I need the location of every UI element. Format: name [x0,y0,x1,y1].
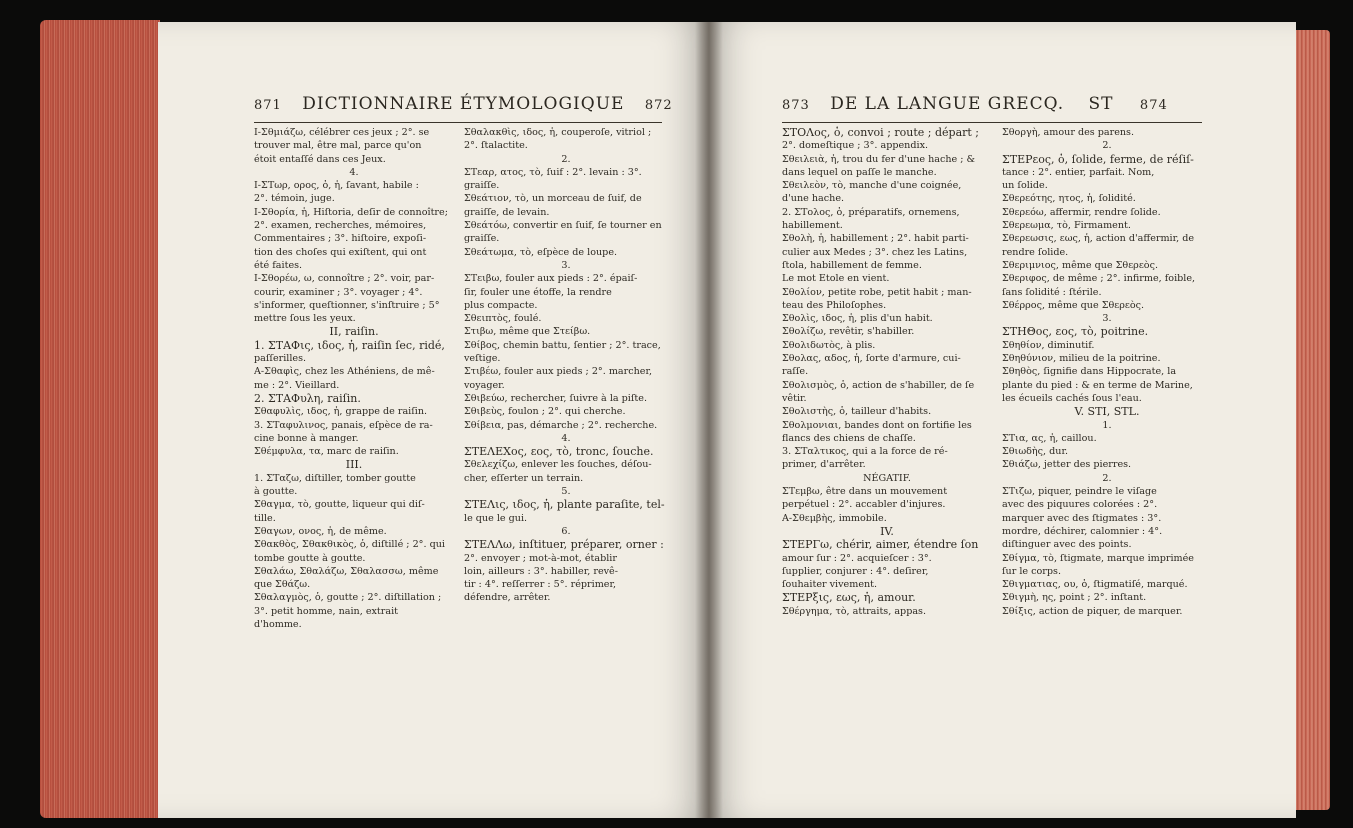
dictionary-line: trouver mal, être mal, parce qu'on [254,140,422,152]
dictionary-line: Σθίβεια, pas, démarche ; 2°. recherche. [464,419,658,431]
dictionary-line: Σθολισμὸς, ὁ, action de s'habiller, de ſe [782,379,975,391]
right-page-number-873: 873 [782,98,810,113]
dictionary-line: Σθειπτὸς, foulé. [464,313,542,325]
dictionary-line: Σθειλεὸν, τὸ, manche d'une coignée, [782,180,962,192]
dictionary-line: mettre ſous les yeux. [254,313,356,325]
dictionary-line: 1. ΣΤαζω, diſtiller, tomber goutte [254,472,416,484]
dictionary-line: perpétuel : 2°. accabler d'injures. [782,499,946,511]
dictionary-line: Σθολὴ, ἡ, habillement ; 2°. habit parti- [782,233,969,245]
dictionary-line: 2°. domeſtique ; 3°. appendix. [782,140,929,152]
dictionary-line: paſſerilles. [254,353,307,365]
dictionary-line: ΣΤεαρ, ατος, τὸ, ſuif : 2°. levain : 3°. [464,166,642,178]
left-page [158,22,708,818]
dictionary-line: cher, eſſerter un terrain. [464,472,584,484]
dictionary-line: Ι-Σθορέω, ω, connoître ; 2°. voir, par- [254,273,435,285]
left-page-number-871: 871 [254,98,282,113]
dictionary-line: amour ſur : 2°. acquieſcer : 3°. [782,552,932,564]
dictionary-line: me : 2°. Vieillard. [254,379,340,391]
right-head-rule [782,122,1202,123]
dictionary-line: Σθηθύνιον, milieu de la poitrine. [1002,353,1161,365]
dictionary-line: Le mot Etole en vient. [782,273,890,285]
dictionary-line: Σθακθὸς, Σθακθικὸς, ὁ, diſtillé ; 2°. qui [254,539,445,551]
dictionary-line: graiſſe. [464,233,500,245]
dictionary-line: 3. [561,259,571,271]
dictionary-line: 2. [561,153,571,165]
dictionary-line: ΣΤια, ας, ἡ, caillou. [1002,432,1097,444]
dictionary-line: les écueils cachés ſous l'eau. [1002,392,1142,404]
left-head-rule [254,122,662,123]
dictionary-line: Σθολμονιαι, bandes dont on fortifie les [782,419,972,431]
dictionary-line: loin, ailleurs : 3°. habiller, revê- [464,565,618,577]
dictionary-line: 2°. ſtalactite. [464,140,528,152]
left-page-number-872: 872 [644,98,673,113]
dictionary-line: ſouhaiter vivement. [782,579,878,591]
dictionary-line: Α-Σθαφὶς, chez les Athéniens, de mê- [254,366,435,378]
dictionary-line: voyager. [464,379,505,391]
dictionary-line: Σθερεόω, affermir, rendre ſolide. [1002,206,1161,218]
dictionary-line: flancs des chiens de chaſſe. [782,432,916,444]
dictionary-line: Ι-Σθμιάζω, célébrer ces jeux ; 2°. se [254,127,430,138]
dictionary-line: mordre, déchirer, calomnier : 4°. [1002,525,1163,537]
dictionary-line: plante du pied : & en terme de Marine, [1002,379,1193,391]
dictionary-line: raſſe. [782,366,809,378]
right-column-2 [1002,126,1212,618]
dictionary-line: 4. [349,166,359,178]
left-column-2 [464,126,668,605]
dictionary-line: Σθέργημα, τὸ, attraits, appas. [782,605,927,617]
dictionary-line: un ſolide. [1002,180,1048,192]
dictionary-line: Σθιγματιας, ου, ὁ, ſtigmatiſé, marqué. [1002,579,1188,591]
dictionary-line: Σθερεωσις, εως, ἡ, action d'affermir, de [1002,233,1195,245]
dictionary-line: ΣΤΕΡεος, ὁ, ſolide, ferme, de réſiſ- [1002,152,1194,166]
dictionary-line: primer, d'arrêter. [782,459,866,471]
dictionary-line: 3. [1102,313,1112,325]
dictionary-line: ſur le corps. [1002,565,1062,577]
dictionary-line: III. [345,458,363,472]
dictionary-line: 2. ΣΤΑΦυλη, raiſin. [254,391,361,405]
dictionary-line: Σθαλακθὶς, ιδος, ἡ, couperoſe, vitriol ; [464,127,652,138]
dictionary-line: le que le gui. [464,512,528,524]
left-page-title: DICTIONNAIRE ÉTYMOLOGIQUE [302,94,625,114]
dictionary-line: ſans ſolidité : ſtérile. [1002,286,1102,298]
dictionary-line: 2°. témoin, juge. [254,193,335,205]
dictionary-line: Σθαφυλὶς, ιδος, ἡ, grappe de raiſin. [254,406,428,418]
dictionary-line: ΣΤΕΛΕΧος, εος, τὸ, tronc, ſouche. [464,445,654,459]
dictionary-line: 2. [1102,472,1112,484]
dictionary-line: tille. [254,512,276,524]
dictionary-line: Σθολίζω, revêtir, s'habiller. [782,326,915,338]
left-running-head [254,94,673,114]
dictionary-line: V. STI, STL. [1074,405,1140,419]
dictionary-line: à goutte. [254,486,298,498]
dictionary-line: ΣΤιζω, piquer, peindre le viſage [1002,486,1157,498]
left-column-1 [254,126,454,631]
left-page-edges [40,20,160,818]
dictionary-line: plus compacte. [464,299,538,311]
dictionary-line: 2. ΣΤολος, ὁ, préparatifs, ornemens, [782,206,960,218]
dictionary-line: d'une hache. [782,193,845,205]
dictionary-line: 3°. petit homme, nain, extrait [254,605,398,617]
dictionary-line: Σθεάτόω, convertir en ſuif, ſe tourner en [464,220,662,232]
dictionary-line: Σθηθίον, diminutif. [1002,339,1095,351]
dictionary-line: Σθεριφος, de même ; 2°. infirme, foible, [1002,273,1196,285]
right-running-head [782,94,1168,114]
dictionary-line: Σθελεχίζω, enlever les ſouches, déſou- [464,459,652,471]
dictionary-line: Σθαλαγμὸς, ὁ, goutte ; 2°. diſtillation ; [254,592,442,604]
right-section-mark: ST [1088,94,1114,114]
right-page-number-874: 874 [1139,98,1168,113]
right-column-1 [782,126,992,618]
dictionary-line: habillement. [782,220,843,232]
dictionary-line: 1. ΣΤΑΦις, ιδος, ἡ, raiſin ſec, ridé, [254,338,445,352]
dictionary-line: Commentaires ; 3°. hiſtoire, expoſi- [254,233,427,245]
dictionary-line: Σθίβος, chemin battu, ſentier ; 2°. trace, [464,339,661,351]
dictionary-line: avec des piquures colorées : 2°. [1002,499,1158,511]
dictionary-line: Σθαγμα, τὸ, goutte, liqueur qui diſ- [254,499,425,511]
dictionary-line: II, raiſin. [329,325,379,339]
dictionary-line: marquer avec des ſtigmates : 3°. [1002,512,1162,524]
dictionary-line: Σθίξις, action de piquer, de marquer. [1002,605,1183,617]
dictionary-line: Σθεάτωμα, τὸ, eſpèce de loupe. [464,246,618,258]
dictionary-line: que Σθάζω. [254,579,311,591]
dictionary-line: tir : 4°. reſſerrer : 5°. réprimer, [464,579,617,591]
dictionary-line: IV. [880,524,894,538]
dictionary-line: veſtige. [464,353,501,365]
dictionary-line: été faites. [254,259,303,271]
dictionary-line: Σθαλάω, Σθαλάζω, Σθαλασσω, même [254,565,439,577]
dictionary-line: cine bonne à manger. [254,432,359,444]
right-page-title: DE LA LANGUE GRECQ. [830,94,1065,114]
dictionary-line: Ι-ΣΤωρ, ορος, ὁ, ἡ, ſavant, habile : [254,180,419,192]
dictionary-line: ſir, fouler une étoffe, la rendre [464,286,612,298]
dictionary-line: ΣΤεμβω, être dans un mouvement [782,486,948,498]
dictionary-line: Σθεάτιον, τὸ, un morceau de ſuif, de [464,193,642,205]
dictionary-line: 5. [561,486,571,498]
dictionary-line: 3. ΣΤαφυλινος, panais, eſpèce de ra- [254,419,433,431]
dictionary-line: tance : 2°. entier, parfait. Nom, [1002,166,1155,178]
dictionary-line: défendre, arrêter. [464,592,551,604]
dictionary-line: Σθερεωμα, τὸ, Firmament. [1002,220,1131,232]
dictionary-line: étoit entaſſé dans ces Jeux. [254,153,386,165]
dictionary-line: graiſſe. [464,180,500,192]
dictionary-line: graiſſe, de levain. [464,206,550,218]
dictionary-line: Σθιγμὴ, ης, point ; 2°. inſtant. [1002,592,1147,604]
dictionary-line: courir, examiner ; 3°. voyager ; 4°. [254,286,423,298]
dictionary-line: Σθίγμα, τὸ, ſtigmate, marque imprimée [1002,552,1194,564]
dictionary-line: Σθιβεὺς, foulon ; 2°. qui cherche. [464,406,626,418]
dictionary-line: ΣΤΕΡΓω, chérir, aimer, étendre ſon [782,538,979,552]
dictionary-line: ΣΤΕΡξις, εως, ἡ, amour. [782,591,916,605]
dictionary-line: tombe goutte à goutte. [254,552,366,564]
dictionary-line: Σθέρρος, même que Σθερεὸς. [1002,299,1145,311]
dictionary-line: 2°. examen, recherches, mémoires, [254,220,427,232]
dictionary-line: diſtinguer avec des points. [1002,539,1132,551]
dictionary-line: culier aux Medes ; 3°. chez les Latins, [782,246,968,258]
open-book [40,8,1330,822]
dictionary-line: 6. [561,525,571,537]
dictionary-line: ſtola, habillement de femme. [782,259,922,271]
dictionary-line: ΣΤΕΛις, ιδος, ἡ, plante paraſite, tel- [464,498,665,512]
dictionary-line: Σθιωδὴς, dur. [1002,446,1069,458]
dictionary-line: Σθολὶς, ιδος, ἡ, plis d'un habit. [782,313,933,325]
dictionary-line: Στιβέω, fouler aux pieds ; 2°. marcher, [464,366,653,378]
dictionary-line: 4. [561,432,571,444]
dictionary-line: Σθερεότης, ητος, ἡ, ſolidité. [1002,193,1136,205]
dictionary-line: Σθιβεύω, rechercher, ſuivre à la piſte. [464,392,648,404]
dictionary-line: vêtir. [782,392,807,404]
dictionary-line: 3. ΣΤαλτικος, qui a la force de ré- [782,446,948,458]
right-page [708,22,1296,818]
dictionary-line: ΣΤΗΘος, εος, τὸ, poitrine. [1002,325,1149,339]
dictionary-line: Σθολιστὴς, ὁ, tailleur d'habits. [782,406,932,418]
dictionary-line: Α-Σθεμβὴς, immobile. [782,512,887,524]
dictionary-line: ΣΤειβω, fouler aux pieds : 2°. épaiſ- [464,273,638,285]
dictionary-line: Σθέμφυλα, τα, marc de raiſin. [254,446,399,458]
dictionary-line: Σθολιδωτὸς, à plis. [782,339,876,351]
dictionary-line: s'informer, queſtionner, s'inſtruire ; 5° [254,299,440,311]
dictionary-line: Σθεριμνιος, même que Σθερεὸς. [1002,259,1158,271]
dictionary-line: Σθαγων, ονος, ἡ, de même. [254,525,387,537]
dictionary-line: 2. [1102,140,1112,152]
dictionary-line: rendre ſolide. [1002,246,1069,258]
dictionary-line: d'homme. [254,618,302,630]
dictionary-line: Στιβω, même que Στείβω. [464,326,591,338]
dictionary-line: teau des Philoſophes. [782,299,887,311]
dictionary-line: 2°. envoyer ; mot-à-mot, établir [464,552,617,564]
dictionary-line: Σθειλειὰ, ἡ, trou du fer d'une hache ; & [782,153,976,165]
dictionary-line: Σθολας, αδος, ἡ, ſorte d'armure, cui- [782,353,961,365]
dictionary-line: Σθηθὸς, ſignifie dans Hippocrate, la [1002,366,1177,378]
dictionary-line: Σθοργὴ, amour des parens. [1002,127,1135,138]
dictionary-line: ſupplier, conjurer : 4°. deſirer, [782,565,929,577]
dictionary-line: Σθολίον, petite robe, petit habit ; man- [782,286,972,298]
dictionary-line: Σθιάζω, jetter des pierres. [1002,459,1132,471]
dictionary-line: ΣΤΟΛος, ὁ, convoi ; route ; départ ; [782,126,980,139]
dictionary-line: dans lequel on paſſe le manche. [782,166,937,178]
dictionary-line: tion des choſes qui exiſtent, qui ont [254,246,427,258]
dictionary-line: NÉGATIF. [863,472,911,484]
dictionary-line: 1. [1102,419,1112,431]
dictionary-line: ΣΤΕΛΛω, inſtituer, préparer, orner : [464,538,664,552]
dictionary-line: Ι-Σθορία, ἡ, Hiſtoria, deſir de connoître; [254,206,448,218]
book-gutter [695,22,723,818]
right-page-edges [1294,30,1330,810]
